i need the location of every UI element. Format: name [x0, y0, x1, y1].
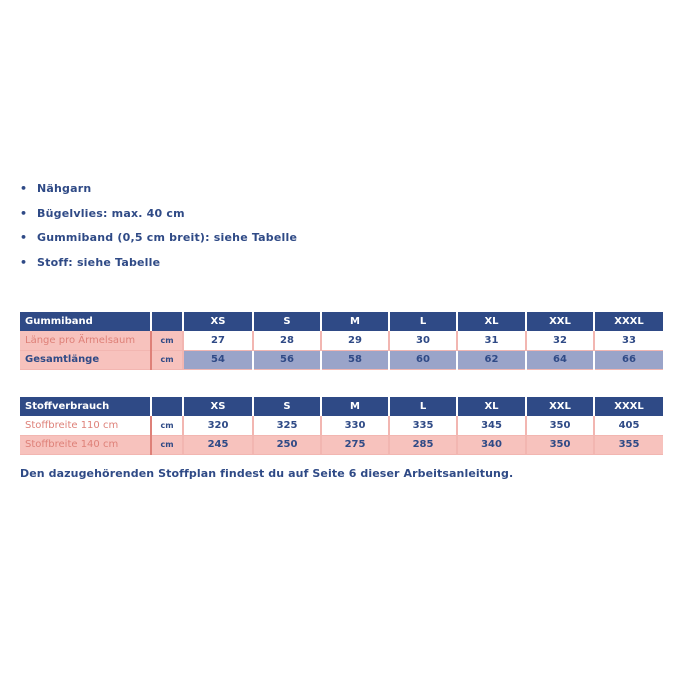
row-unit: cm [151, 331, 183, 350]
row-label: Gesamtlänge [20, 350, 151, 369]
size-header: XXXL [594, 312, 663, 331]
size-header: XXL [526, 397, 594, 416]
table-cell: 245 [183, 435, 253, 454]
table-cell: 62 [457, 350, 526, 369]
materials-list [20, 180, 297, 278]
table-row [20, 416, 663, 435]
table-cell: 345 [457, 416, 526, 435]
size-header: S [253, 397, 321, 416]
table-cell: 54 [183, 350, 253, 369]
table-cell: 31 [457, 331, 526, 350]
table-header-cell [151, 397, 183, 416]
size-header: M [321, 312, 389, 331]
table-header-cell [151, 312, 183, 331]
table-cell: 58 [321, 350, 389, 369]
row-label: Länge pro Ärmelsaum [20, 331, 151, 350]
row-unit: cm [151, 435, 183, 454]
table-cell: 355 [594, 435, 663, 454]
table-cell: 250 [253, 435, 321, 454]
table-cell: 56 [253, 350, 321, 369]
table-cell: 350 [526, 416, 594, 435]
table-header-row [20, 312, 663, 331]
size-header: L [389, 312, 457, 331]
size-header: L [389, 397, 457, 416]
size-header: XXL [526, 312, 594, 331]
size-header: XXXL [594, 397, 663, 416]
table-cell: 64 [526, 350, 594, 369]
table-header-row [20, 397, 663, 416]
table-cell: 60 [389, 350, 457, 369]
list-item: • Stoff: siehe Tabelle [20, 255, 161, 269]
fabric-plan-note: Den dazugehörenden Stoffplan findest du auf Seite 6 dieser Arbeitsanleitung. [20, 467, 514, 480]
row-label: Stoffbreite 110 cm [20, 416, 151, 435]
table-row [20, 350, 663, 369]
size-header: XS [183, 312, 253, 331]
row-unit: cm [151, 416, 183, 435]
table-row [20, 331, 663, 350]
table-cell: 330 [321, 416, 389, 435]
size-header: XL [457, 312, 526, 331]
table-cell: 29 [321, 331, 389, 350]
list-item: • Gummiband (0,5 cm breit): siehe Tabelle [20, 231, 298, 244]
size-header: XS [183, 397, 253, 416]
list-item: • Bügelvlies: max. 40 cm [20, 206, 185, 220]
table-cell: 350 [526, 435, 594, 454]
table-cell: 66 [594, 350, 663, 369]
table-cell: 28 [253, 331, 321, 350]
elastic-band-table [20, 312, 663, 370]
table-cell: 33 [594, 331, 663, 350]
table-cell: 27 [183, 331, 253, 350]
table-cell: 285 [389, 435, 457, 454]
table-cell: 405 [594, 416, 663, 435]
size-header: XL [457, 397, 526, 416]
table-cell: 340 [457, 435, 526, 454]
table-title: Gummiband [20, 312, 151, 331]
size-header: S [253, 312, 321, 331]
table-title: Stoffverbrauch [20, 397, 151, 416]
table-cell: 32 [526, 331, 594, 350]
row-label: Stoffbreite 140 cm [20, 435, 151, 454]
table-cell: 325 [253, 416, 321, 435]
fabric-usage-table [20, 397, 663, 455]
table-row [20, 435, 663, 454]
table-cell: 275 [321, 435, 389, 454]
table-cell: 335 [389, 416, 457, 435]
list-item: • Nähgarn [20, 182, 92, 195]
row-unit: cm [151, 350, 183, 369]
table-cell: 320 [183, 416, 253, 435]
size-header: M [321, 397, 389, 416]
table-cell: 30 [389, 331, 457, 350]
